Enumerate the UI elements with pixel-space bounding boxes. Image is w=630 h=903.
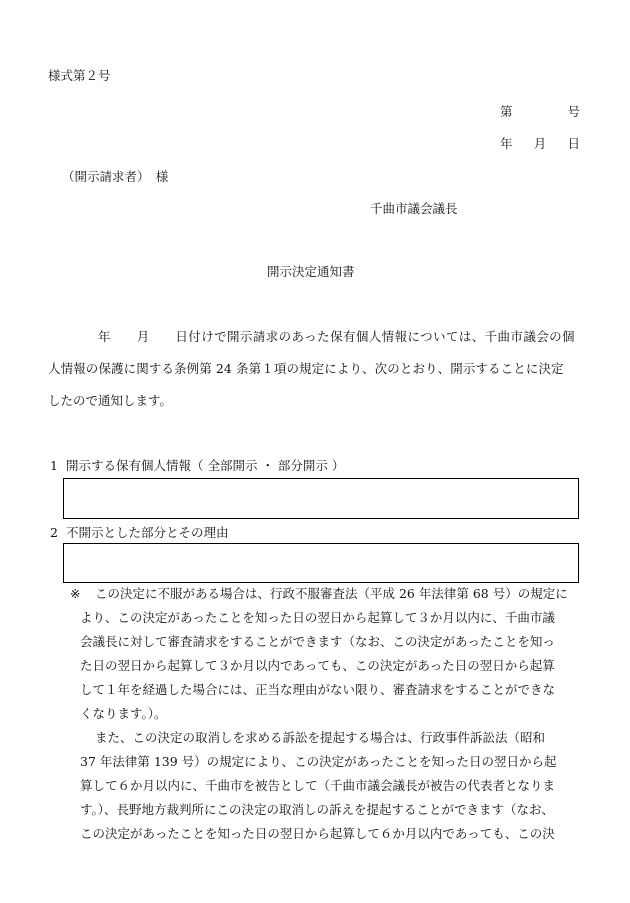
note-line: して１年を経過した場合には、正当な理由がない限り、審査請求をすることができな <box>80 682 556 697</box>
note-line: す。）、長野地方裁判所にこの決定の取消しの訴えを提起することができます（なお、 <box>80 802 555 817</box>
doc-number-label-dai: 第 <box>500 104 513 119</box>
note-line: 会議長に対して審査請求をすることができます（なお、この決定があったことを知っ <box>80 634 555 649</box>
doc-number-label-go: 号 <box>567 104 580 119</box>
note-line: 37 年法律第 139 号）の規定により、この決定があったことを知った日の翌日から起 <box>80 754 557 769</box>
document-number-line <box>500 106 580 119</box>
recipient-line: （開示請求者） 様 <box>62 169 169 184</box>
note-line: この決定に不服がある場合は、行政不服審査法（平成 26 年法律第 68 号）の規定に <box>95 586 568 601</box>
section2-label: 不開示とした部分とその理由 <box>66 525 229 540</box>
section2-number: 2 <box>50 525 58 540</box>
note-line: この決定があったことを知った日の翌日から起算して６か月以内であっても、この決 <box>80 826 555 841</box>
date-day: 日 <box>567 136 580 151</box>
note-line: また、この決定の取消しを求める訴訟を提起する場合は、行政事件訴訟法（昭和 <box>95 730 546 745</box>
section1-label: 開示する保有個人情報（ 全部開示 ・ 部分開示 ） <box>66 458 345 473</box>
section1-input-box[interactable] <box>63 478 579 519</box>
note-line: より、この決定があったことを知った日の翌日から起算して３か月以内に、千曲市議 <box>80 610 555 625</box>
section2-input-box[interactable] <box>63 543 579 583</box>
body-line: 人情報の保護に関する条例第 24 条第１項の規定により、次のとおり、開示することに決定 <box>48 361 564 376</box>
section1-number: 1 <box>50 458 58 473</box>
note-line: た日の翌日から起算して３か月以内であっても、この決定があった日の翌日から起算 <box>80 658 555 673</box>
date-month: 月 <box>533 136 547 151</box>
note-mark: ※ <box>70 586 81 601</box>
sender-line: 千曲市議会議長 <box>370 201 458 216</box>
date-year: 年 <box>500 136 513 151</box>
document-title: 開示決定通知書 <box>267 264 355 279</box>
note-line: 算して６か月以内に、千曲市を被告として（千曲市議会議長が被告の代表者となりま <box>80 778 556 793</box>
body-line: 年 月 日付けで開示請求のあった保有個人情報については、千曲市議会の個 <box>98 329 575 344</box>
form-number: 様式第２号 <box>48 68 111 83</box>
date-line <box>500 138 580 151</box>
note-line: くなります。）。 <box>80 706 167 721</box>
body-line: したので通知します。 <box>48 393 173 408</box>
